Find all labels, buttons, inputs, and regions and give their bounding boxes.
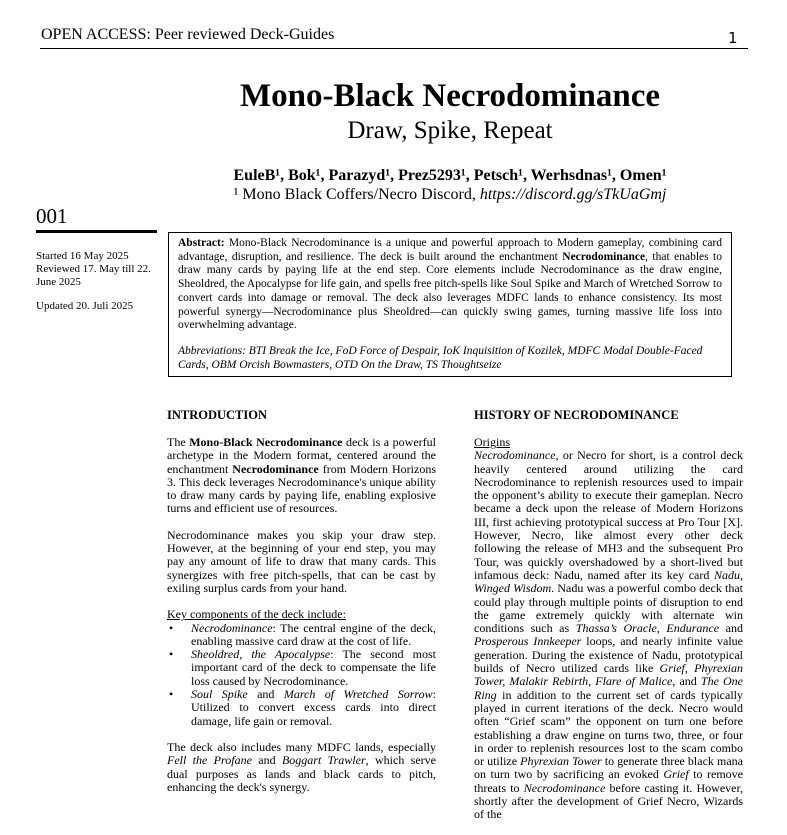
abstract-bold: Necrodominance — [562, 250, 646, 263]
text: : The central engine of the deck, enabling massive card draw at the cost of life. — [191, 620, 436, 648]
key-components-heading: Key components of the deck include: — [167, 607, 346, 622]
text: , which serve dual purposes as lands and black cards to pitch, enhancing the deck's synergy. — [167, 753, 436, 794]
card-name: Necrodominance — [474, 448, 556, 463]
abstract-box — [168, 232, 732, 377]
text: and — [719, 621, 743, 636]
updated-date: Updated 20. Juli 2025 — [36, 300, 134, 312]
intro-paragraph-3 — [167, 741, 436, 794]
intro-paragraph-1 — [167, 436, 436, 516]
origins-subheading: Origins — [474, 435, 510, 449]
abstract-label: Abstract: — [178, 237, 225, 249]
text: and — [251, 753, 282, 768]
card-name: The One Ring — [474, 674, 743, 702]
text-bold: Mono-Black Necrodominance — [189, 435, 343, 449]
abstract-part: Mono-Black Necrodominance is a unique and powerful approach to Modern gameplay, combining card advantage, disruption, and resilience. The deck is built around the enchantment — [178, 237, 722, 263]
card-name: Boggart Trawler — [281, 753, 366, 768]
text: : Utilized to convert excess cards into direct damage, life gain or removal. — [191, 687, 436, 728]
history-column — [474, 408, 743, 835]
text: : The second most important card of the deck to compensate the life loss caused by Necrodominance. — [191, 647, 437, 688]
list-item — [167, 688, 436, 728]
abstract-part: , that enables to draw many cards by paying life at the end step. Core elements include Necrodominance as the draw engine, Sheoldred, the Apocalypse for life gain, and spells free pitch-spells like Soul Spike and March of Wretched Sorrow to convert cards into damage or removal. The deck also leverages MDFC lands to enhance consistency. Its most powerful synergy—Necrodominance plus Sheoldred—can quickly swing games, turning massive life loss into overwhelming advantage. — [178, 250, 722, 332]
author-list: EuleB¹, Bok¹, Parazyd¹, Prez5293¹, Petsch¹, Werhsdnas¹, Omen¹ — [233, 167, 667, 184]
card-name: Prosperous Innkeeper — [474, 634, 582, 649]
card-name: Soul Spike — [191, 687, 248, 702]
text: to remove threats to — [474, 767, 743, 795]
text: . Nadu was a powerful combo deck that could play through multiple points of disruption to end the game extremely quickly with alternate win conditions such as — [474, 581, 743, 636]
text: , — [656, 621, 667, 636]
key-components-list — [167, 622, 436, 728]
text: loops, and nearly infinite value generation. During the existence of Nadu, prototypical builds of Necro utilized cards like — [474, 634, 743, 676]
paper-title: Mono-Black Necrodominance — [239, 78, 661, 114]
text-bold: Necrodominance — [232, 461, 319, 476]
abbreviations: Abbreviations: BTI Break the Ice, FoD Force of Despair, IoK Inquisition of Kozilek, MDFC Modal Double-Faced Cards, OBM Orcish Bowmasters, OTD On the Draw, TS Thoughtseize — [178, 344, 703, 371]
review-dates — [36, 250, 156, 289]
affiliation — [160, 186, 740, 204]
card-name: Necrodominance — [523, 780, 606, 795]
card-name: Phyrexian Tower — [520, 754, 602, 769]
list-item — [167, 648, 436, 688]
intro-paragraph-2: Necrodominance makes you skip your draw step. However, at the beginning of your end step, you may pay any amount of life to draw that many cards. This synergizes with free pitch-spells, that can be cast by exiling surplus cards from your hand. — [167, 527, 436, 595]
started-date: Started 16 May 2025 — [36, 250, 129, 262]
text: in addition to the current set of cards typically played in current iterations of the deck. Necro would often “Grief scam” the opponent on turn one before establishing a draw engine on turns two, three, or four in order to replenish resources lost to the scam combo or utilize — [474, 687, 743, 769]
card-name: Sheoldred, the Apocalypse — [191, 647, 331, 662]
abstract-text — [178, 237, 722, 333]
card-name: Fell the Profane — [167, 753, 252, 768]
discord-link[interactable]: https://discord.gg/sTkUaGmj — [479, 186, 667, 203]
card-name: Necrodominance — [191, 620, 273, 635]
list-item — [167, 622, 436, 649]
affiliation-text: ¹ Mono Black Coffers/Necro Discord, — [233, 186, 480, 203]
text: The — [167, 435, 190, 449]
header-rule — [40, 48, 748, 49]
reviewed-date: Reviewed 17. May till 22. June 2025 — [36, 263, 151, 288]
card-name: March of Wretched Sorrow — [283, 687, 433, 702]
text: to generate three black mana on turn two by sacrificing an evoked — [474, 754, 743, 782]
text: and — [247, 687, 284, 702]
card-name: Nadu, Winged Wisdom — [474, 567, 743, 596]
card-name: Grief — [663, 767, 689, 782]
page-number: 1 — [728, 29, 738, 47]
history-heading: HISTORY OF NECRODOMINANCE — [474, 408, 679, 422]
text: deck is a powerful archetype in the Modern format, centered around the enchantment — [167, 435, 436, 476]
paper-subtitle: Draw, Spike, Repeat — [347, 117, 553, 144]
text: from Modern Horizons 3. This deck leverages Necrodominance's unique ability to draw many cards by paying life, enabling explosive turns and efficient use of resources. — [167, 461, 436, 516]
article-number: 001 — [36, 204, 68, 228]
card-name: Thassa’s Oracle — [575, 621, 657, 636]
introduction-column — [167, 408, 436, 807]
text: , and — [672, 674, 701, 689]
introduction-heading: INTRODUCTION — [167, 408, 268, 422]
text: The deck also includes many MDFC lands, especially — [167, 739, 436, 754]
card-name: Endurance — [666, 621, 720, 636]
article-number-rule — [36, 230, 157, 233]
text: before casting it. However, shortly after the development of Grief Necro, Wizards of the — [474, 780, 743, 822]
text: , or Necro for short, is a control deck heavily centered around utilizing the card Necrodominance to replenish resources used to impair the opponent’s ability to execute their gameplan. Necro became a deck upon the release of Modern Horizons III, first achieving prototypical success at Pro Tour [X]. However, Necro, like almost every other deck following the release of MH3 and the subsequent Pro Tour, was quickly overshadowed by a short-lived but infamous deck: Nadu, named after its key card — [474, 448, 743, 582]
card-name: Grief, Phyrexian Tower, Malakir Rebirth, Flare of Malice — [474, 661, 743, 689]
journal-header: OPEN ACCESS: Peer reviewed Deck-Guides — [41, 26, 335, 43]
history-paragraph — [474, 449, 743, 821]
